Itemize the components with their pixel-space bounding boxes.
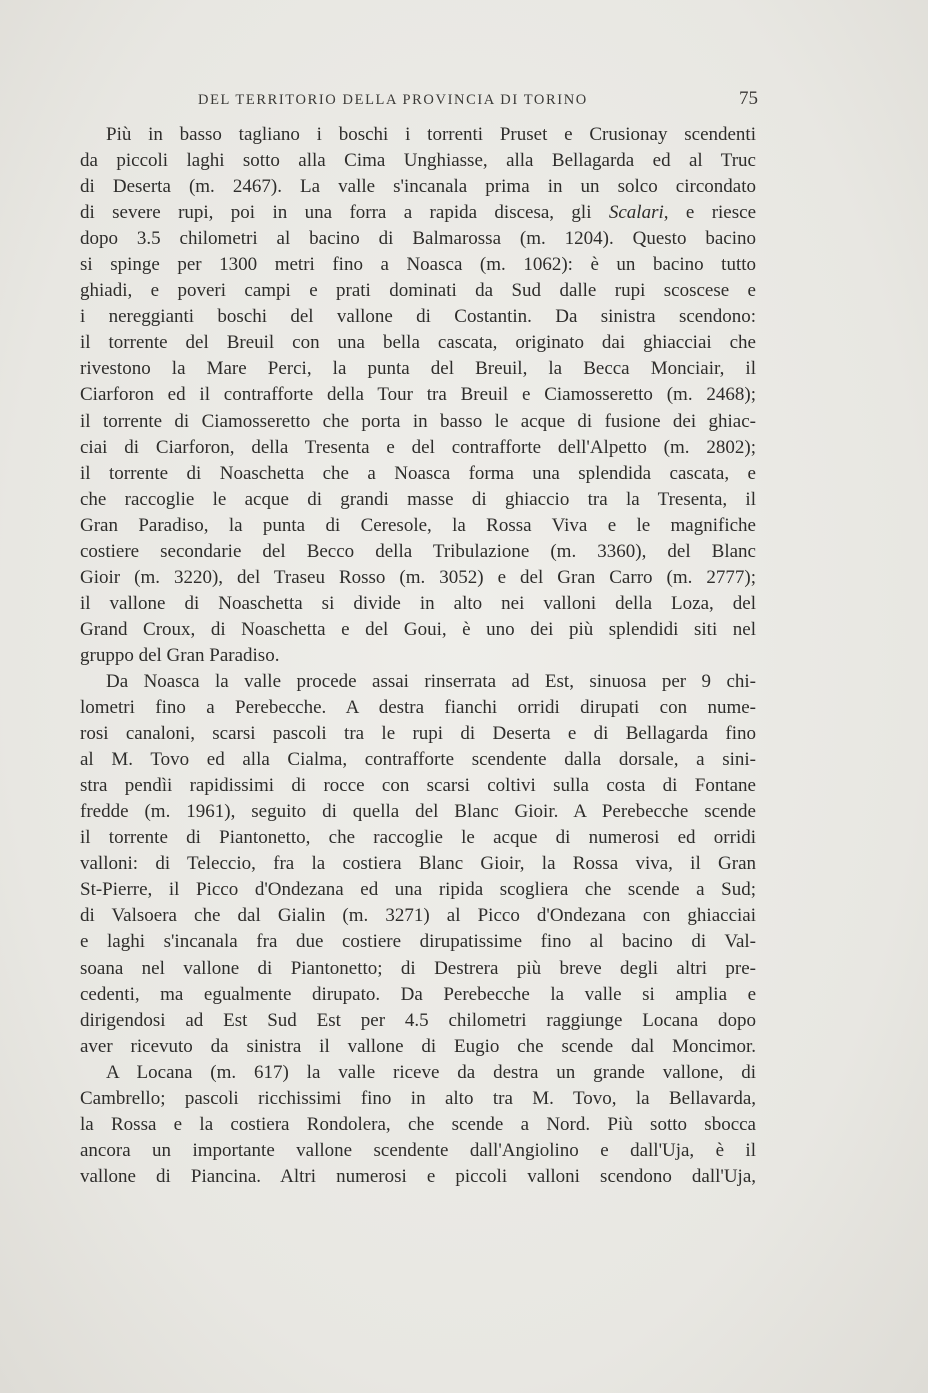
text-line: il torrente di Noaschetta che a Noasca forma una splendida cascata, e [80, 462, 756, 484]
page-number: 75 [739, 88, 758, 109]
text-line: gruppo del Gran Paradiso. [80, 644, 280, 666]
text-line: Più in basso tagliano i boschi i torrenti Pruset e Crusionay scendenti [106, 124, 756, 145]
text-line: il vallone di Noaschetta si divide in alto nei valloni della Loza, del [80, 592, 756, 614]
text-line: Gioir (m. 3220), del Traseu Rosso (m. 3052) e del Gran Carro (m. 2777); [80, 566, 756, 588]
text-line: dopo 3.5 chilometri al bacino di Balmarossa (m. 1204). Questo bacino [80, 228, 756, 250]
text-line: il torrente del Breuil con una bella cascata, originato dai ghiacciai che [80, 332, 756, 354]
text-line: il torrente di Piantonetto, che raccoglie le acque di numerosi ed orridi [80, 827, 756, 849]
text-line: Da Noasca la valle procede assai rinserrata ad Est, sinuosa per 9 chi- [106, 670, 756, 692]
text-line: A Locana (m. 617) la valle riceve da destra un grande vallone, di [106, 1061, 756, 1083]
text-line: ghiadi, e poveri campi e prati dominati da Sud dalle rupi scoscese e [80, 280, 756, 302]
text-line: ciai di Ciarforon, della Tresenta e del contrafforte dell'Alpetto (m. 2802); [80, 436, 756, 458]
italic-term: Scalari [608, 202, 664, 224]
text-line: e laghi s'incanala fra due costiere dirupatissime fino al bacino di Val- [80, 931, 756, 953]
text-line: Grand Croux, di Noaschetta e del Goui, è uno dei più splendidi siti nel [80, 618, 756, 640]
text-line: da piccoli laghi sotto alla Cima Unghiasse, alla Bellagarda ed al Truc [80, 150, 756, 172]
text-line: Gran Paradiso, la punta di Ceresole, la Rossa Viva e le magnifiche [80, 514, 756, 536]
text-line: il torrente di Ciamosseretto che porta in basso le acque di fusione dei ghiac- [80, 410, 756, 432]
text-line: di severe rupi, poi in una forra a rapida discesa, gli Scalari, e riesce [80, 202, 756, 224]
text-line: la Rossa e la costiera Rondolera, che scende a Nord. Più sotto sbocca [80, 1113, 756, 1135]
text-line: rosi canaloni, scarsi pascoli tra le rupi di Deserta e di Bellagarda fino [80, 723, 756, 745]
text-line: costiere secondarie del Becco della Tribulazione (m. 3360), del Blanc [80, 540, 756, 562]
text-line: stra pendìi rapidissimi di rocce con scarsi coltivi sulla costa di Fontane [80, 775, 756, 797]
text-line: che raccoglie le acque di grandi masse di ghiaccio tra la Tresenta, il [80, 488, 756, 510]
text-line: al M. Tovo ed alla Cialma, contrafforte scendente dalla dorsale, a sini- [80, 749, 756, 771]
text-line: vallone di Piancina. Altri numerosi e piccoli valloni scendono dall'Uja, [80, 1165, 756, 1187]
body-text [80, 122, 756, 1190]
running-head [80, 88, 758, 114]
text-line: rivestono la Mare Perci, la punta del Breuil, la Becca Monciair, il [80, 358, 756, 380]
text-line: dirigendosi ad Est Sud Est per 4.5 chilometri raggiunge Locana dopo [80, 1009, 756, 1031]
text-line: di Deserta (m. 2467). La valle s'incanala prima in un solco circondato [80, 176, 756, 198]
text-line: di Valsoera che dal Gialin (m. 3271) al Picco d'Ondezana con ghiacciai [80, 905, 756, 927]
text-line: Cambrello; pascoli ricchissimi fino in alto tra M. Tovo, la Bellavarda, [80, 1087, 756, 1109]
text-line: soana nel vallone di Piantonetto; di Destrera più breve degli altri pre- [80, 957, 756, 979]
text-line: si spinge per 1300 metri fino a Noasca (m. 1062): è un bacino tutto [80, 254, 756, 276]
text-line: Ciarforon ed il contrafforte della Tour tra Breuil e Ciamosseretto (m. 2468); [80, 384, 756, 406]
text-line: ancora un importante vallone scendente dall'Angiolino e dall'Uja, è il [80, 1139, 756, 1161]
text-line: lometri fino a Perebecche. A destra fianchi orridi dirupati con nume- [80, 697, 756, 719]
text-line: valloni: di Teleccio, fra la costiera Blanc Gioir, la Rossa viva, il Gran [80, 853, 756, 875]
text-line: fredde (m. 1961), seguito di quella del Blanc Gioir. A Perebecche scende [80, 801, 756, 823]
text-line: cedenti, ma egualmente dirupato. Da Perebecche la valle si amplia e [80, 983, 756, 1005]
text-line: St-Pierre, il Picco d'Ondezana ed una ripida scogliera che scende a Sud; [80, 879, 756, 901]
text-line: i nereggianti boschi del vallone di Costantin. Da sinistra scendono: [80, 306, 756, 328]
text-line: aver ricevuto da sinistra il vallone di Eugio che scende dal Moncimor. [80, 1035, 756, 1057]
running-head-title: DEL TERRITORIO DELLA PROVINCIA DI TORINO [198, 92, 588, 108]
